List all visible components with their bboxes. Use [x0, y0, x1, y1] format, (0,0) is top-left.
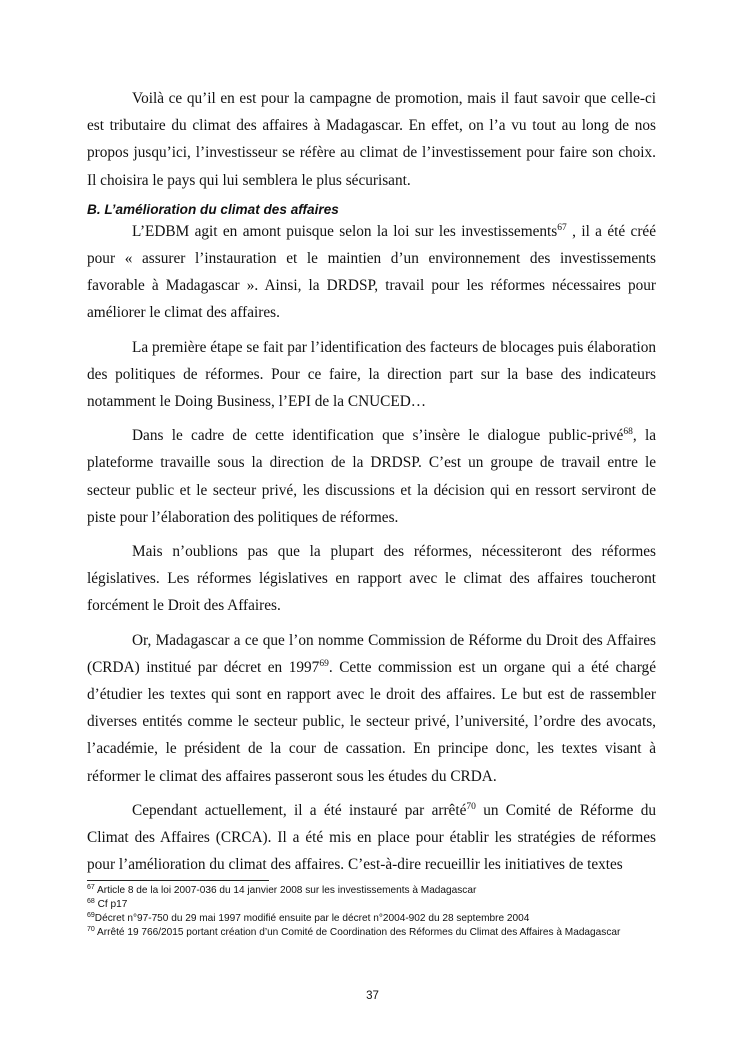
footnote-number: 69: [87, 911, 95, 919]
paragraph-edbm: [87, 218, 656, 327]
footnote-67: [87, 884, 662, 898]
paragraph-text: L’EDBM agit en amont puisque selon la loi sur les investissements: [132, 222, 558, 240]
footnotes: [87, 880, 662, 940]
footnote-text: Article 8 de la loi 2007-036 du 14 janvier 2008 sur les investissements à Madagascar: [94, 885, 477, 896]
paragraph-text: un Comité de Réforme du Climat des Affaires (CRCA). Il a été mis en place pour établir les stratégies de réformes pour l’amélioration du climat des affaires. C’est-à-dire recueillir les initiatives de textes: [87, 801, 656, 874]
footnote-number: 68: [87, 897, 95, 905]
footnote-number: 67: [87, 884, 95, 891]
footnote-68: [87, 898, 662, 912]
paragraph-campagne-promotion: Voilà ce qu’il en est pour la campagne de promotion, mais il faut savoir que celle-ci est tributaire du climat des affaires à Madagascar. En effet, on l’a vu tout au long de nos propos jusqu’ici, l’investisseur se réfère au climat de l’investissement pour faire son choix. Il choisira le pays qui lui semblera le plus sécurisant.: [87, 90, 656, 189]
footnote-ref-70[interactable]: 70: [466, 801, 476, 812]
page-number: 37: [366, 990, 379, 1002]
paragraph-premiere-etape: La première étape se fait par l’identification des facteurs de blocages puis élaboration des politiques de réformes. Pour ce faire, la direction part sur la base des indicateurs notamment le Doing Business, l’EPI de la CNUCED…: [87, 338, 656, 411]
page-body: [87, 85, 656, 885]
paragraph-text: Dans le cadre de cette identification que s’insère le dialogue public-privé: [132, 427, 624, 445]
paragraph-dialogue-public-prive: [87, 422, 656, 531]
footnote-69: [87, 912, 662, 926]
paragraph-text: . Cette commission est un organe qui a été chargé d’étudier les textes qui sont en rapport avec le droit des affaires. Le but est de rassembler diverses entités comme le secteur public, le secteur privé, l’université, l’ordre des avocats, l’académie, le président de la cour de cassation. En principe donc, les textes visant à réformer le climat des affaires passeront sous les études du CRDA.: [87, 658, 656, 785]
footnote-text: Cf p17: [94, 898, 128, 910]
footnote-ref-69[interactable]: 69: [319, 658, 329, 669]
paragraph-reformes-legislatives: Mais n’oublions pas que la plupart des réformes, nécessiteront des réformes législatives. Les réformes législatives en rapport avec le climat des affaires toucheront forcément le Droit des Affaires.: [87, 543, 656, 615]
footnote-ref-67[interactable]: 67: [557, 222, 567, 233]
footnote-number: 70: [87, 925, 95, 933]
section-heading: B. L’amélioration du climat des affaires: [87, 201, 339, 217]
paragraph-text: Cependant actuellement, il a été instauré par arrêté: [132, 801, 467, 819]
footnote-separator: [87, 880, 269, 881]
footnote-ref-68[interactable]: 68: [623, 427, 633, 438]
paragraph-text: Or, Madagascar a ce que l’on nomme Commission de Réforme du Droit des Affaires (CRDA) institué par décret en 1997: [87, 631, 656, 676]
footnote-70: [87, 926, 662, 940]
paragraph-text: , la plateforme travaille sous la direction de la DRDSP. C’est un groupe de travail entre le secteur public et le secteur privé, les discussions et la décision qui en ressort serviront de piste pour l’élaboration des politiques de réformes.: [87, 427, 656, 526]
paragraph-crda: [87, 627, 656, 790]
footnote-text: Arrêté 19 766/2015 portant création d’un Comité de Coordination des Réformes du Climat des Affaires à Madagascar: [94, 926, 621, 938]
footnote-text: Décret n°97-750 du 29 mai 1997 modifié ensuite par le décret n°2004-902 du 28 septembre 2004: [94, 912, 530, 924]
paragraph-text: , il a été créé pour « assurer l’instauration et le maintien d’un environnement des investissements favorable à Madagascar ». Ainsi, la DRDSP, travail pour les réformes nécessaires pour améliorer le climat des affaires.: [87, 222, 656, 322]
paragraph-crca: [87, 797, 656, 879]
